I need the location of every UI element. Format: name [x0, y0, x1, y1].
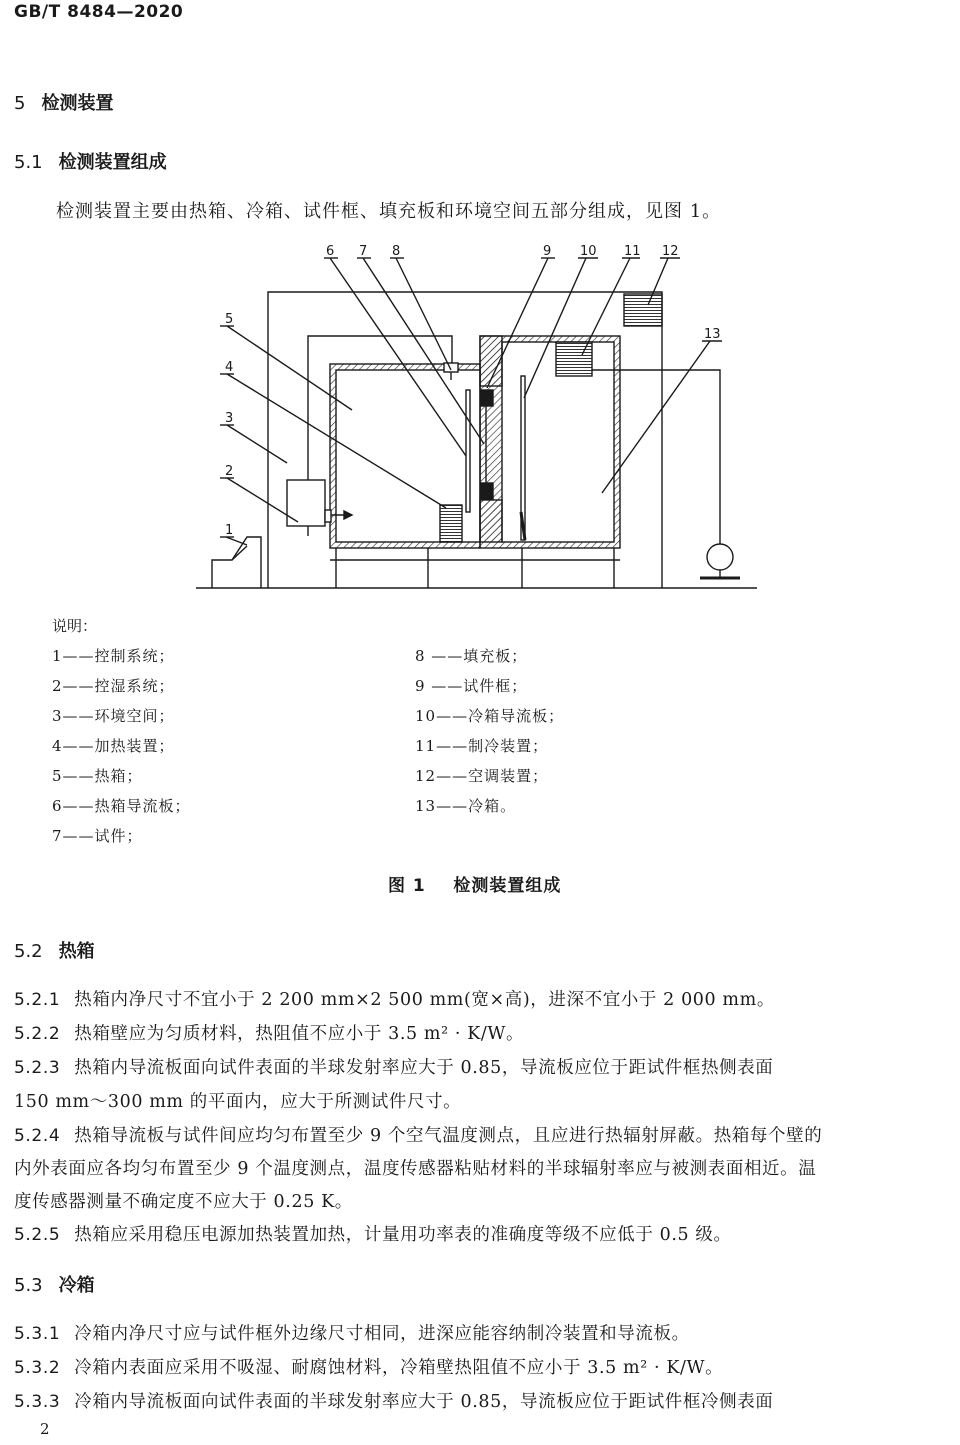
clause-5-2-4 [14, 1122, 822, 1147]
clause-5-3-2 [14, 1354, 723, 1379]
clause-text: 热箱应采用稳压电源加热装置加热，计量用功率表的准确度等级不应低于 0.5 级。 [74, 1225, 732, 1245]
section-number: 5.3 [14, 1275, 43, 1296]
clause-number: 5.3.2 [14, 1358, 61, 1378]
legend-item: 2——控湿系统； [52, 677, 175, 695]
legend-item: 13——冷箱。 [415, 797, 517, 815]
clause-number: 5.2.5 [14, 1225, 61, 1245]
section-number: 5.2 [14, 941, 43, 962]
callout-9: 9 [543, 244, 552, 259]
external-unit [707, 544, 733, 570]
clause-text: 热箱壁应为匀质材料，热阻值不应小于 3.5 m² · K/W。 [74, 1024, 525, 1044]
clause-text: 热箱导流板与试件间应均匀布置至少 9 个空气温度测点，且应进行热辐射屏蔽。热箱每个壁的 [74, 1126, 823, 1146]
clause-number: 5.2.4 [14, 1126, 61, 1146]
seal-top [481, 390, 493, 406]
callout-6: 6 [326, 244, 335, 259]
legend-item: 12——空调装置； [415, 767, 549, 785]
clause-5-2-1 [14, 986, 775, 1011]
callout-12: 12 [662, 244, 679, 259]
callout-7: 7 [359, 244, 368, 259]
clause-5-2-2 [14, 1020, 524, 1045]
section-title: 冷箱 [58, 1275, 95, 1296]
hot-fan [444, 363, 458, 372]
clause-5-3-1 [14, 1320, 690, 1345]
clause-text: 冷箱内表面应采用不吸湿、耐腐蚀材料，冷箱壁热阻值不应小于 3.5 m² · K/W。 [74, 1358, 724, 1378]
control-system [212, 537, 261, 588]
section-5-2-heading [14, 937, 95, 963]
clause-text: 冷箱内导流板面向试件表面的半球发射率应大于 0.85，导流板应位于距试件框冷侧表面 [74, 1392, 774, 1412]
legend-title: 说明： [52, 617, 98, 635]
clause-5-2-3 [14, 1054, 773, 1079]
clause-number: 5.3.3 [14, 1392, 61, 1412]
section-5-3-heading [14, 1271, 95, 1297]
clause-text: 冷箱内净尺寸应与试件框外边缘尺寸相同，进深应能容纳制冷装置和导流板。 [74, 1324, 690, 1344]
figure-caption: 图 1 检测装置组成 [388, 876, 562, 896]
hot-baffle [466, 390, 470, 512]
legend-item: 9 ——试件框； [415, 677, 528, 695]
legend-item: 3——环境空间； [52, 707, 175, 725]
clause-text-continued: 内外表面应各均匀布置至少 9 个温度测点，温度传感器粘贴材料的半球辐射率应与被测表面相近。温 [14, 1159, 817, 1179]
legend-item: 5——热箱； [52, 767, 143, 785]
section-number: 5 [14, 93, 26, 114]
callout-11: 11 [624, 244, 641, 259]
air-conditioner [624, 294, 662, 326]
section-title: 检测装置组成 [58, 152, 167, 173]
clause-text: 热箱内净尺寸不宜小于 2 200 mm×2 500 mm(宽×高)，进深不宜小于 2 000 mm。 [74, 990, 775, 1010]
clause-number: 5.2.2 [14, 1024, 61, 1044]
legend-item: 11——制冷装置； [415, 737, 549, 755]
legend-item: 6——热箱导流板； [52, 797, 191, 815]
section-5-1-paragraph: 检测装置主要由热箱、冷箱、试件框、填充板和环境空间五部分组成，见图 1。 [56, 201, 722, 222]
callout-2: 2 [225, 464, 234, 479]
legend-item: 7——试件； [52, 827, 143, 845]
section-number: 5.1 [14, 152, 43, 173]
clause-5-3-3 [14, 1388, 773, 1413]
section-5-heading [14, 89, 113, 115]
legend-item: 10——冷箱导流板； [415, 707, 565, 725]
clause-number: 5.3.1 [14, 1324, 61, 1344]
seal-bottom [481, 483, 493, 499]
section-5-1-heading [14, 148, 167, 174]
clause-text-continued: 度传感器测量不确定度不应大于 0.25 K。 [14, 1192, 353, 1212]
callout-10: 10 [580, 244, 597, 259]
page-number: 2 [40, 1420, 50, 1438]
figure-1-diagram [0, 236, 960, 600]
legend-item: 8 ——填充板； [415, 647, 528, 665]
callout-3: 3 [225, 411, 234, 426]
legend-item: 1——控制系统； [52, 647, 175, 665]
clause-text-continued: 150 mm～300 mm 的平面内，应大于所测试件尺寸。 [14, 1092, 462, 1112]
clause-number: 5.2.1 [14, 990, 61, 1010]
clause-text: 热箱内导流板面向试件表面的半球发射率应大于 0.85，导流板应位于距试件框热侧表面 [74, 1058, 774, 1078]
specimen-frame-bottom [480, 500, 502, 542]
clause-number: 5.2.3 [14, 1058, 61, 1078]
section-title: 检测装置 [41, 93, 114, 114]
callout-5: 5 [225, 312, 234, 327]
callout-8: 8 [392, 244, 401, 259]
callout-1: 1 [225, 523, 234, 538]
callout-4: 4 [225, 360, 234, 375]
section-title: 热箱 [58, 941, 95, 962]
standard-number: GB/T 8484—2020 [14, 2, 184, 22]
heater [440, 505, 462, 542]
callout-13: 13 [704, 327, 721, 342]
clause-5-2-5 [14, 1221, 732, 1246]
legend-item: 4——加热装置； [52, 737, 175, 755]
